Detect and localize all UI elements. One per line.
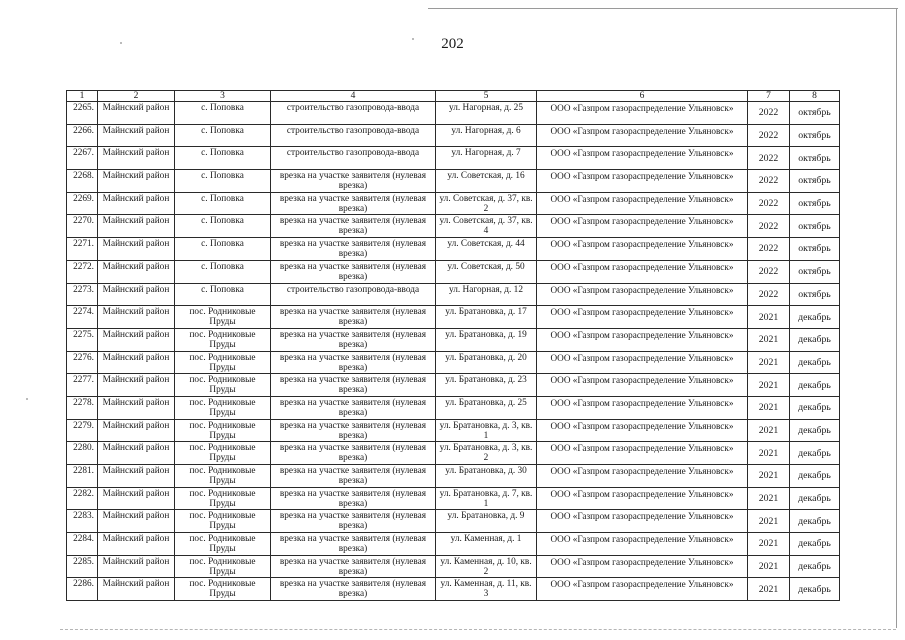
settlement-cell: с. Поповка — [175, 170, 271, 193]
address-cell: ул. Нагорная, д. 7 — [436, 147, 537, 170]
column-header: 4 — [271, 91, 436, 102]
organization-cell: ООО «Газпром газораспределение Ульяновск» — [537, 124, 748, 147]
year-cell: 2022 — [748, 215, 790, 238]
organization-cell: ООО «Газпром газораспределение Ульяновск» — [537, 510, 748, 533]
work-type-cell: врезка на участке заявителя (нулевая врезка) — [271, 442, 436, 465]
row-number-cell: 2281. — [67, 465, 98, 488]
settlement-cell: с. Поповка — [175, 124, 271, 147]
table-row — [67, 260, 840, 283]
organization-cell: ООО «Газпром газораспределение Ульяновск» — [537, 238, 748, 261]
row-number-cell: 2285. — [67, 555, 98, 578]
table-row — [67, 147, 840, 170]
work-type-cell: врезка на участке заявителя (нулевая врезка) — [271, 533, 436, 556]
work-type-cell: врезка на участке заявителя (нулевая врезка) — [271, 487, 436, 510]
district-cell: Майнский район — [98, 147, 175, 170]
table-row — [67, 419, 840, 442]
month-cell: декабрь — [790, 419, 840, 442]
month-cell: октябрь — [790, 283, 840, 306]
settlement-cell: с. Поповка — [175, 238, 271, 261]
table-row — [67, 396, 840, 419]
settlement-cell: с. Поповка — [175, 147, 271, 170]
organization-cell: ООО «Газпром газораспределение Ульяновск» — [537, 374, 748, 397]
year-cell: 2022 — [748, 192, 790, 215]
work-type-cell: строительство газопровода-ввода — [271, 147, 436, 170]
district-cell: Майнский район — [98, 487, 175, 510]
row-number-cell: 2270. — [67, 215, 98, 238]
table-row — [67, 374, 840, 397]
address-cell: ул. Братановка, д. 25 — [436, 396, 537, 419]
year-cell: 2021 — [748, 555, 790, 578]
row-number-cell: 2279. — [67, 419, 98, 442]
organization-cell: ООО «Газпром газораспределение Ульяновск» — [537, 442, 748, 465]
district-cell: Майнский район — [98, 465, 175, 488]
month-cell: октябрь — [790, 238, 840, 261]
address-cell: ул. Братановка, д. 9 — [436, 510, 537, 533]
settlement-cell: пос. Родниковые Пруды — [175, 351, 271, 374]
table-row — [67, 215, 840, 238]
year-cell: 2021 — [748, 351, 790, 374]
organization-cell: ООО «Газпром газораспределение Ульяновск» — [537, 260, 748, 283]
district-cell: Майнский район — [98, 510, 175, 533]
year-cell: 2021 — [748, 442, 790, 465]
district-cell: Майнский район — [98, 260, 175, 283]
organization-cell: ООО «Газпром газораспределение Ульяновск» — [537, 533, 748, 556]
work-type-cell: врезка на участке заявителя (нулевая врезка) — [271, 351, 436, 374]
address-cell: ул. Каменная, д. 1 — [436, 533, 537, 556]
table-row — [67, 238, 840, 261]
settlement-cell: пос. Родниковые Пруды — [175, 555, 271, 578]
gas-connection-table — [66, 90, 840, 601]
month-cell: декабрь — [790, 465, 840, 488]
organization-cell: ООО «Газпром газораспределение Ульяновск» — [537, 487, 748, 510]
work-type-cell: врезка на участке заявителя (нулевая врезка) — [271, 374, 436, 397]
table-row — [67, 283, 840, 306]
work-type-cell: врезка на участке заявителя (нулевая врезка) — [271, 555, 436, 578]
district-cell: Майнский район — [98, 555, 175, 578]
work-type-cell: строительство газопровода-ввода — [271, 283, 436, 306]
address-cell: ул. Братановка, д. 7, кв. 1 — [436, 487, 537, 510]
row-number-cell: 2278. — [67, 396, 98, 419]
table-row — [67, 465, 840, 488]
work-type-cell: врезка на участке заявителя (нулевая врезка) — [271, 170, 436, 193]
organization-cell: ООО «Газпром газораспределение Ульяновск» — [537, 147, 748, 170]
district-cell: Майнский район — [98, 396, 175, 419]
district-cell: Майнский район — [98, 578, 175, 601]
settlement-cell: с. Поповка — [175, 260, 271, 283]
work-type-cell: врезка на участке заявителя (нулевая врезка) — [271, 510, 436, 533]
row-number-cell: 2275. — [67, 328, 98, 351]
settlement-cell: пос. Родниковые Пруды — [175, 487, 271, 510]
settlement-cell: пос. Родниковые Пруды — [175, 578, 271, 601]
year-cell: 2021 — [748, 419, 790, 442]
district-cell: Майнский район — [98, 351, 175, 374]
table-row — [67, 578, 840, 601]
work-type-cell: строительство газопровода-ввода — [271, 102, 436, 125]
work-type-cell: врезка на участке заявителя (нулевая врезка) — [271, 578, 436, 601]
table-row — [67, 306, 840, 329]
address-cell: ул. Советская, д. 44 — [436, 238, 537, 261]
settlement-cell: с. Поповка — [175, 215, 271, 238]
organization-cell: ООО «Газпром газораспределение Ульяновск» — [537, 215, 748, 238]
address-cell: ул. Нагорная, д. 12 — [436, 283, 537, 306]
settlement-cell: с. Поповка — [175, 192, 271, 215]
table-row — [67, 510, 840, 533]
row-number-cell: 2286. — [67, 578, 98, 601]
year-cell: 2021 — [748, 465, 790, 488]
month-cell: октябрь — [790, 147, 840, 170]
organization-cell: ООО «Газпром газораспределение Ульяновск» — [537, 170, 748, 193]
year-cell: 2022 — [748, 238, 790, 261]
column-header: 5 — [436, 91, 537, 102]
district-cell: Майнский район — [98, 170, 175, 193]
table-row — [67, 192, 840, 215]
settlement-cell: пос. Родниковые Пруды — [175, 442, 271, 465]
organization-cell: ООО «Газпром газораспределение Ульяновск» — [537, 555, 748, 578]
organization-cell: ООО «Газпром газораспределение Ульяновск» — [537, 351, 748, 374]
table-row — [67, 124, 840, 147]
settlement-cell: с. Поповка — [175, 283, 271, 306]
district-cell: Майнский район — [98, 124, 175, 147]
month-cell: октябрь — [790, 170, 840, 193]
year-cell: 2022 — [748, 147, 790, 170]
table-row — [67, 442, 840, 465]
scan-speck — [26, 398, 28, 400]
year-cell: 2021 — [748, 374, 790, 397]
month-cell: декабрь — [790, 306, 840, 329]
organization-cell: ООО «Газпром газораспределение Ульяновск» — [537, 396, 748, 419]
address-cell: ул. Братановка, д. 23 — [436, 374, 537, 397]
work-type-cell: строительство газопровода-ввода — [271, 124, 436, 147]
month-cell: октябрь — [790, 102, 840, 125]
month-cell: декабрь — [790, 351, 840, 374]
column-header: 3 — [175, 91, 271, 102]
table-row — [67, 487, 840, 510]
work-type-cell: врезка на участке заявителя (нулевая врезка) — [271, 465, 436, 488]
district-cell: Майнский район — [98, 283, 175, 306]
table-row — [67, 555, 840, 578]
table-row — [67, 533, 840, 556]
work-type-cell: врезка на участке заявителя (нулевая врезка) — [271, 419, 436, 442]
row-number-cell: 2266. — [67, 124, 98, 147]
district-cell: Майнский район — [98, 374, 175, 397]
row-number-cell: 2283. — [67, 510, 98, 533]
column-number-row — [67, 91, 840, 102]
address-cell: ул. Нагорная, д. 25 — [436, 102, 537, 125]
organization-cell: ООО «Газпром газораспределение Ульяновск» — [537, 465, 748, 488]
address-cell: ул. Нагорная, д. 6 — [436, 124, 537, 147]
month-cell: декабрь — [790, 442, 840, 465]
settlement-cell: пос. Родниковые Пруды — [175, 328, 271, 351]
top-border-line — [428, 8, 898, 9]
month-cell: октябрь — [790, 124, 840, 147]
district-cell: Майнский район — [98, 533, 175, 556]
address-cell: ул. Каменная, д. 10, кв. 2 — [436, 555, 537, 578]
settlement-cell: пос. Родниковые Пруды — [175, 510, 271, 533]
district-cell: Майнский район — [98, 215, 175, 238]
row-number-cell: 2282. — [67, 487, 98, 510]
column-header: 7 — [748, 91, 790, 102]
organization-cell: ООО «Газпром газораспределение Ульяновск» — [537, 328, 748, 351]
table-row — [67, 170, 840, 193]
address-cell: ул. Советская, д. 50 — [436, 260, 537, 283]
address-cell: ул. Советская, д. 37, кв. 2 — [436, 192, 537, 215]
year-cell: 2021 — [748, 328, 790, 351]
address-cell: ул. Каменная, д. 11, кв. 3 — [436, 578, 537, 601]
table-row — [67, 351, 840, 374]
row-number-cell: 2265. — [67, 102, 98, 125]
row-number-cell: 2271. — [67, 238, 98, 261]
settlement-cell: пос. Родниковые Пруды — [175, 533, 271, 556]
work-type-cell: врезка на участке заявителя (нулевая врезка) — [271, 215, 436, 238]
work-type-cell: врезка на участке заявителя (нулевая врезка) — [271, 260, 436, 283]
year-cell: 2022 — [748, 283, 790, 306]
column-header: 6 — [537, 91, 748, 102]
organization-cell: ООО «Газпром газораспределение Ульяновск» — [537, 283, 748, 306]
organization-cell: ООО «Газпром газораспределение Ульяновск» — [537, 578, 748, 601]
month-cell: декабрь — [790, 374, 840, 397]
year-cell: 2021 — [748, 487, 790, 510]
organization-cell: ООО «Газпром газораспределение Ульяновск» — [537, 102, 748, 125]
table-row — [67, 328, 840, 351]
year-cell: 2022 — [748, 260, 790, 283]
address-cell: ул. Братановка, д. 3, кв. 2 — [436, 442, 537, 465]
row-number-cell: 2268. — [67, 170, 98, 193]
address-cell: ул. Советская, д. 16 — [436, 170, 537, 193]
month-cell: декабрь — [790, 510, 840, 533]
settlement-cell: пос. Родниковые Пруды — [175, 396, 271, 419]
page-number: 202 — [441, 36, 464, 52]
address-cell: ул. Братановка, д. 3, кв. 1 — [436, 419, 537, 442]
column-header: 2 — [98, 91, 175, 102]
work-type-cell: врезка на участке заявителя (нулевая врезка) — [271, 328, 436, 351]
year-cell: 2021 — [748, 578, 790, 601]
month-cell: декабрь — [790, 533, 840, 556]
row-number-cell: 2269. — [67, 192, 98, 215]
year-cell: 2021 — [748, 306, 790, 329]
address-cell: ул. Братановка, д. 30 — [436, 465, 537, 488]
month-cell: декабрь — [790, 396, 840, 419]
work-type-cell: врезка на участке заявителя (нулевая врезка) — [271, 306, 436, 329]
settlement-cell: пос. Родниковые Пруды — [175, 419, 271, 442]
year-cell: 2022 — [748, 170, 790, 193]
address-cell: ул. Братановка, д. 20 — [436, 351, 537, 374]
work-type-cell: врезка на участке заявителя (нулевая врезка) — [271, 396, 436, 419]
settlement-cell: пос. Родниковые Пруды — [175, 306, 271, 329]
year-cell: 2021 — [748, 396, 790, 419]
column-header: 8 — [790, 91, 840, 102]
row-number-cell: 2272. — [67, 260, 98, 283]
district-cell: Майнский район — [98, 419, 175, 442]
row-number-cell: 2284. — [67, 533, 98, 556]
month-cell: декабрь — [790, 487, 840, 510]
month-cell: декабрь — [790, 578, 840, 601]
address-cell: ул. Братановка, д. 17 — [436, 306, 537, 329]
row-number-cell: 2267. — [67, 147, 98, 170]
row-number-cell: 2274. — [67, 306, 98, 329]
month-cell: декабрь — [790, 555, 840, 578]
district-cell: Майнский район — [98, 306, 175, 329]
work-type-cell: врезка на участке заявителя (нулевая врезка) — [271, 192, 436, 215]
district-cell: Майнский район — [98, 102, 175, 125]
district-cell: Майнский район — [98, 328, 175, 351]
address-cell: ул. Братановка, д. 19 — [436, 328, 537, 351]
row-number-cell: 2276. — [67, 351, 98, 374]
month-cell: октябрь — [790, 260, 840, 283]
row-number-cell: 2277. — [67, 374, 98, 397]
settlement-cell: с. Поповка — [175, 102, 271, 125]
year-cell: 2022 — [748, 124, 790, 147]
settlement-cell: пос. Родниковые Пруды — [175, 465, 271, 488]
year-cell: 2021 — [748, 533, 790, 556]
work-type-cell: врезка на участке заявителя (нулевая врезка) — [271, 238, 436, 261]
table-body — [67, 102, 840, 601]
district-cell: Майнский район — [98, 442, 175, 465]
row-number-cell: 2273. — [67, 283, 98, 306]
right-border-line — [896, 8, 897, 628]
district-cell: Майнский район — [98, 238, 175, 261]
table-row — [67, 102, 840, 125]
district-cell: Майнский район — [98, 192, 175, 215]
month-cell: октябрь — [790, 192, 840, 215]
year-cell: 2022 — [748, 102, 790, 125]
month-cell: декабрь — [790, 328, 840, 351]
address-cell: ул. Советская, д. 37, кв. 4 — [436, 215, 537, 238]
organization-cell: ООО «Газпром газораспределение Ульяновск» — [537, 419, 748, 442]
row-number-cell: 2280. — [67, 442, 98, 465]
column-header: 1 — [67, 91, 98, 102]
bottom-border-line — [60, 629, 896, 630]
year-cell: 2021 — [748, 510, 790, 533]
month-cell: октябрь — [790, 215, 840, 238]
organization-cell: ООО «Газпром газораспределение Ульяновск» — [537, 306, 748, 329]
organization-cell: ООО «Газпром газораспределение Ульяновск» — [537, 192, 748, 215]
settlement-cell: пос. Родниковые Пруды — [175, 374, 271, 397]
